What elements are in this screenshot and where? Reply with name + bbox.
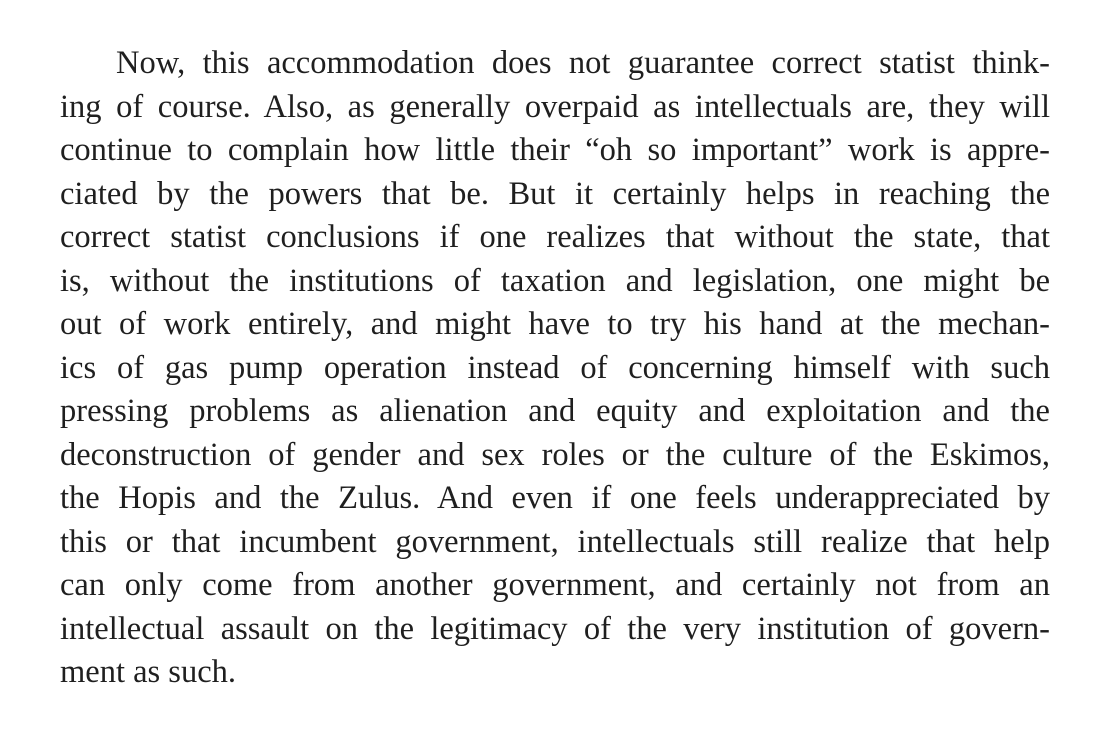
paragraph-line: can only come from another government, and certainly not from an — [60, 567, 1050, 603]
paragraph-line: ics of gas pump operation instead of concerning himself with such — [60, 349, 1050, 386]
paragraph-line: is, without the institutions of taxation and legislation, one might be — [60, 262, 1050, 299]
paragraph-line: continue to complain how little their “oh so important” work is appre- — [60, 132, 1050, 168]
paragraph-line: pressing problems as alienation and equity and exploitation and the — [60, 393, 1050, 429]
paragraph-line: out of work entirely, and might have to try his hand at the mechan- — [60, 306, 1050, 342]
paragraph-line: Now, this accommodation does not guarantee correct statist think- — [116, 45, 1050, 81]
body-paragraph — [60, 42, 1050, 695]
paragraph-line: ment as such. — [60, 654, 237, 690]
paragraph-line: ing of course. Also, as generally overpaid as intellectuals are, they will — [60, 88, 1050, 125]
paragraph-line: correct statist conclusions if one realizes that without the state, that — [60, 219, 1050, 255]
paragraph-line: this or that incumbent government, intellectuals still realize that help — [60, 523, 1050, 560]
paragraph-line: the Hopis and the Zulus. And even if one feels underappreciated by — [60, 480, 1050, 516]
paragraph-line: ciated by the powers that be. But it certainly helps in reaching the — [60, 175, 1050, 212]
paragraph-line: intellectual assault on the legitimacy of the very institution of govern- — [60, 610, 1050, 647]
paragraph-line: deconstruction of gender and sex roles or the culture of the Eskimos, — [60, 436, 1050, 473]
